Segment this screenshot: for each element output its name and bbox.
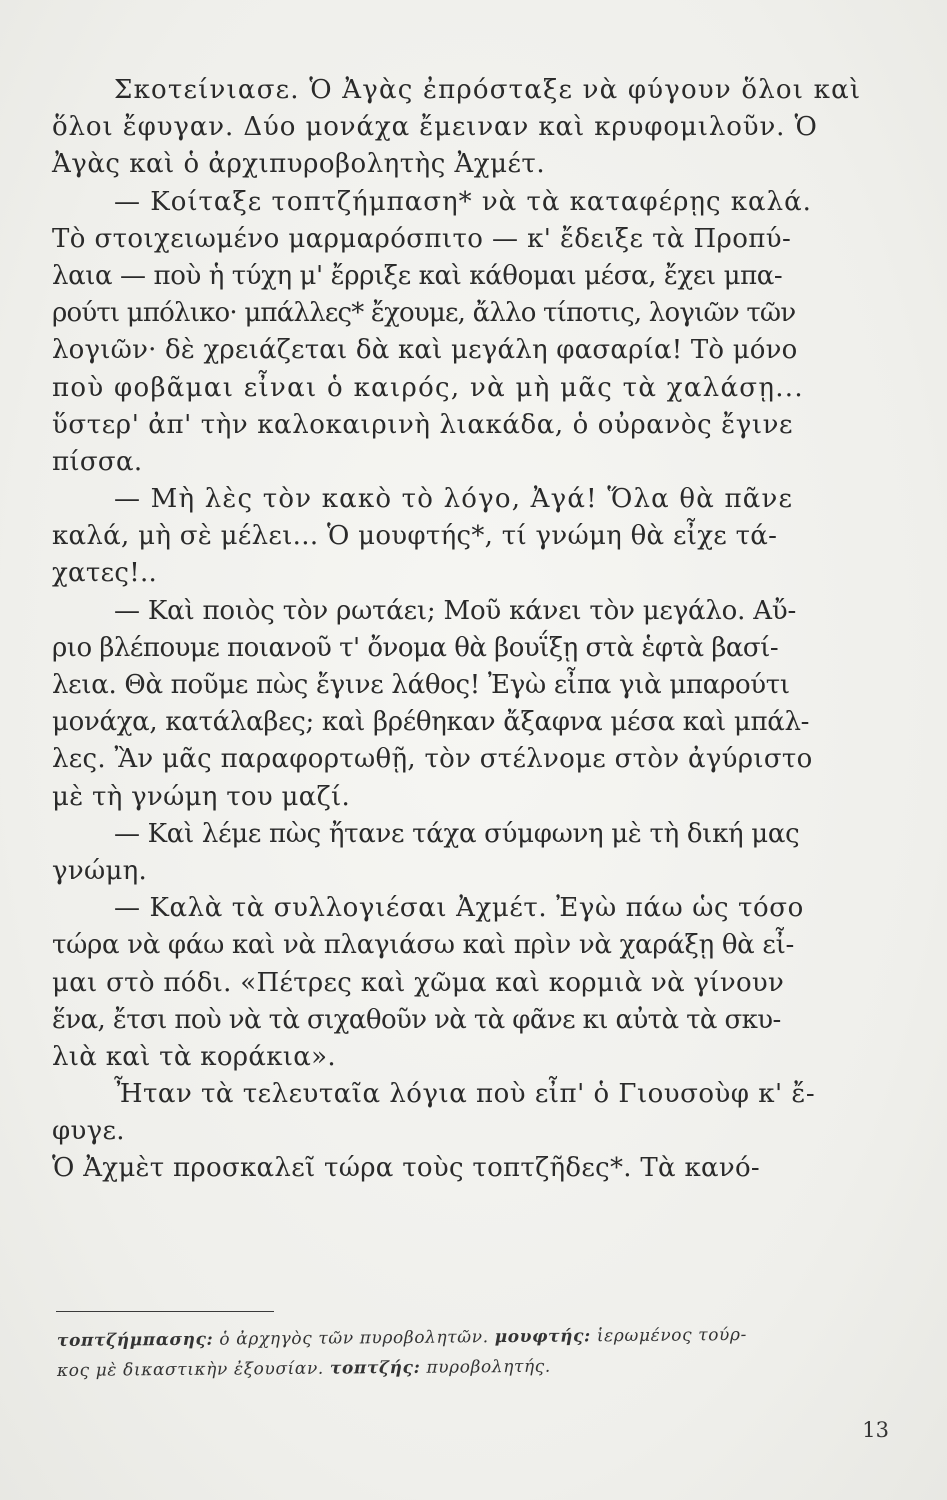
footnote-term: τοπτζήμπασης: (56, 1329, 214, 1351)
text-line: γνώμη. (52, 855, 148, 886)
footnote-definition: κος μὲ δικαστικὴν ἐξουσίαν. (56, 1358, 330, 1381)
text-line: καλά, μὴ σὲ μέλει... Ὁ μουφτής*, τί γνώμη θὰ εἶχε τά- (52, 521, 778, 552)
text-line: — Καὶ ποιὸς τὸν ρωτάει; Μοῦ κάνει τὸν μεγάλο. Αὔ- (114, 595, 797, 626)
text-line: λαια — ποὺ ἡ τύχη μ' ἔρριξε καὶ κάθομαι μέσα, ἔχει μπα- (52, 260, 783, 291)
text-line: λεια. Θὰ ποῦμε πὼς ἔγινε λάθος! Ἐγὼ εἶπα γιὰ μπαρούτι (52, 670, 790, 700)
footnote-definition: ὁ ἀρχηγὸς τῶν πυροβολητῶν. (213, 1327, 495, 1350)
text-line: τώρα νὰ φάω καὶ νὰ πλαγιάσω καὶ πρὶν νὰ χαράξῃ θὰ εἶ- (52, 930, 794, 961)
text-line: ἕνα, ἔτσι ποὺ νὰ τὰ σιχαθοῦν νὰ τὰ φᾶνε κι αὐτὰ τὰ σκυ- (52, 1004, 781, 1035)
text-line: ρούτι μπόλικο· μπάλλες* ἔχουμε, ἄλλο τίποτις, λογιῶν τῶν (52, 298, 796, 329)
body-text (52, 72, 887, 1188)
text-line: Ἀγὰς καὶ ὁ ἀρχιπυροβολητὴς Ἀχμέτ. (52, 149, 546, 180)
text-line: λογιῶν· δὲ χρειάζεται δὰ καὶ μεγάλη φασαρία! Τὸ μόνο (52, 335, 798, 366)
footnote-definition: πυροβολητής. (420, 1356, 551, 1378)
footnote-term: τοπτζής: (329, 1357, 421, 1379)
footnote-line (57, 1349, 887, 1386)
text-line: μονάχα, κατάλαβες; καὶ βρέθηκαν ἄξαφνα μέσα καὶ μπάλ- (52, 707, 810, 738)
text-line: λιὰ καὶ τὰ κοράκια». (52, 1041, 336, 1072)
text-line: ὅλοι ἔφυγαν. Δύο μονάχα ἔμειναν καὶ κρυφομιλοῦν. Ὁ (52, 112, 818, 143)
text-line: — Καὶ λέμε πὼς ἤτανε τάχα σύμφωνη μὲ τὴ δική μας (114, 818, 800, 849)
text-line: — Καλὰ τὰ συλλογιέσαι Ἀχμέτ. Ἐγὼ πάω ὡς τόσο (114, 893, 804, 924)
text-line: μὲ τὴ γνώμη του μαζί. (52, 781, 351, 812)
text-line: ριο βλέπουμε ποιανοῦ τ' ὄνομα θὰ βουΐξῃ στὰ ἑφτὰ βασί- (52, 632, 779, 663)
text-line: Ὁ Ἀχμὲτ προσκαλεῖ τώρα τοὺς τοπτζῆδες*. Τὰ κανό- (52, 1153, 760, 1184)
text-line: χατες!.. (52, 558, 158, 589)
text-line: — Κοίταξε τοπτζήμπαση* νὰ τὰ καταφέρῃς καλά. (114, 186, 812, 217)
text-line: φυγε. (52, 1116, 125, 1147)
footnote-term: μουφτής: (494, 1326, 591, 1348)
footnote-definition: ἱερωμένος τούρ- (590, 1324, 747, 1347)
text-line: πίσσα. (52, 446, 143, 477)
text-line: — Μὴ λὲς τὸν κακὸ τὸ λόγο, Ἀγά! Ὅλα θὰ πᾶνε (114, 484, 794, 515)
text-line: ποὺ φοβᾶμαι εἶναι ὁ καιρός, νὰ μὴ μᾶς τὰ χαλάσῃ... (52, 372, 804, 403)
text-line: Σκοτείνιασε. Ὁ Ἀγὰς ἐπρόσταξε νὰ φύγουν ὅλοι καὶ (114, 75, 862, 105)
text-line: μαι στὸ πόδι. «Πέτρες καὶ χῶμα καὶ κορμιὰ νὰ γίνουν (52, 967, 785, 998)
footnotes (57, 1326, 887, 1386)
page-number: 13 (862, 1418, 889, 1442)
footnote-separator (56, 1311, 274, 1312)
text-line: Τὸ στοιχειωμένο μαρμαρόσπιτο — κ' ἔδειξε τὰ Προπύ- (52, 223, 792, 254)
text-line: Ἦταν τὰ τελευταῖα λόγια ποὺ εἶπ' ὁ Γιουσοὺφ κ' ἔ- (114, 1079, 816, 1110)
text-line: ὕστερ' ἀπ' τὴν καλοκαιρινὴ λιακάδα, ὁ οὐρανὸς ἔγινε (52, 409, 794, 440)
text-line: λες. Ἂν μᾶς παραφορτωθῇ, τὸν στέλνομε στὸν ἀγύριστο (52, 744, 813, 775)
